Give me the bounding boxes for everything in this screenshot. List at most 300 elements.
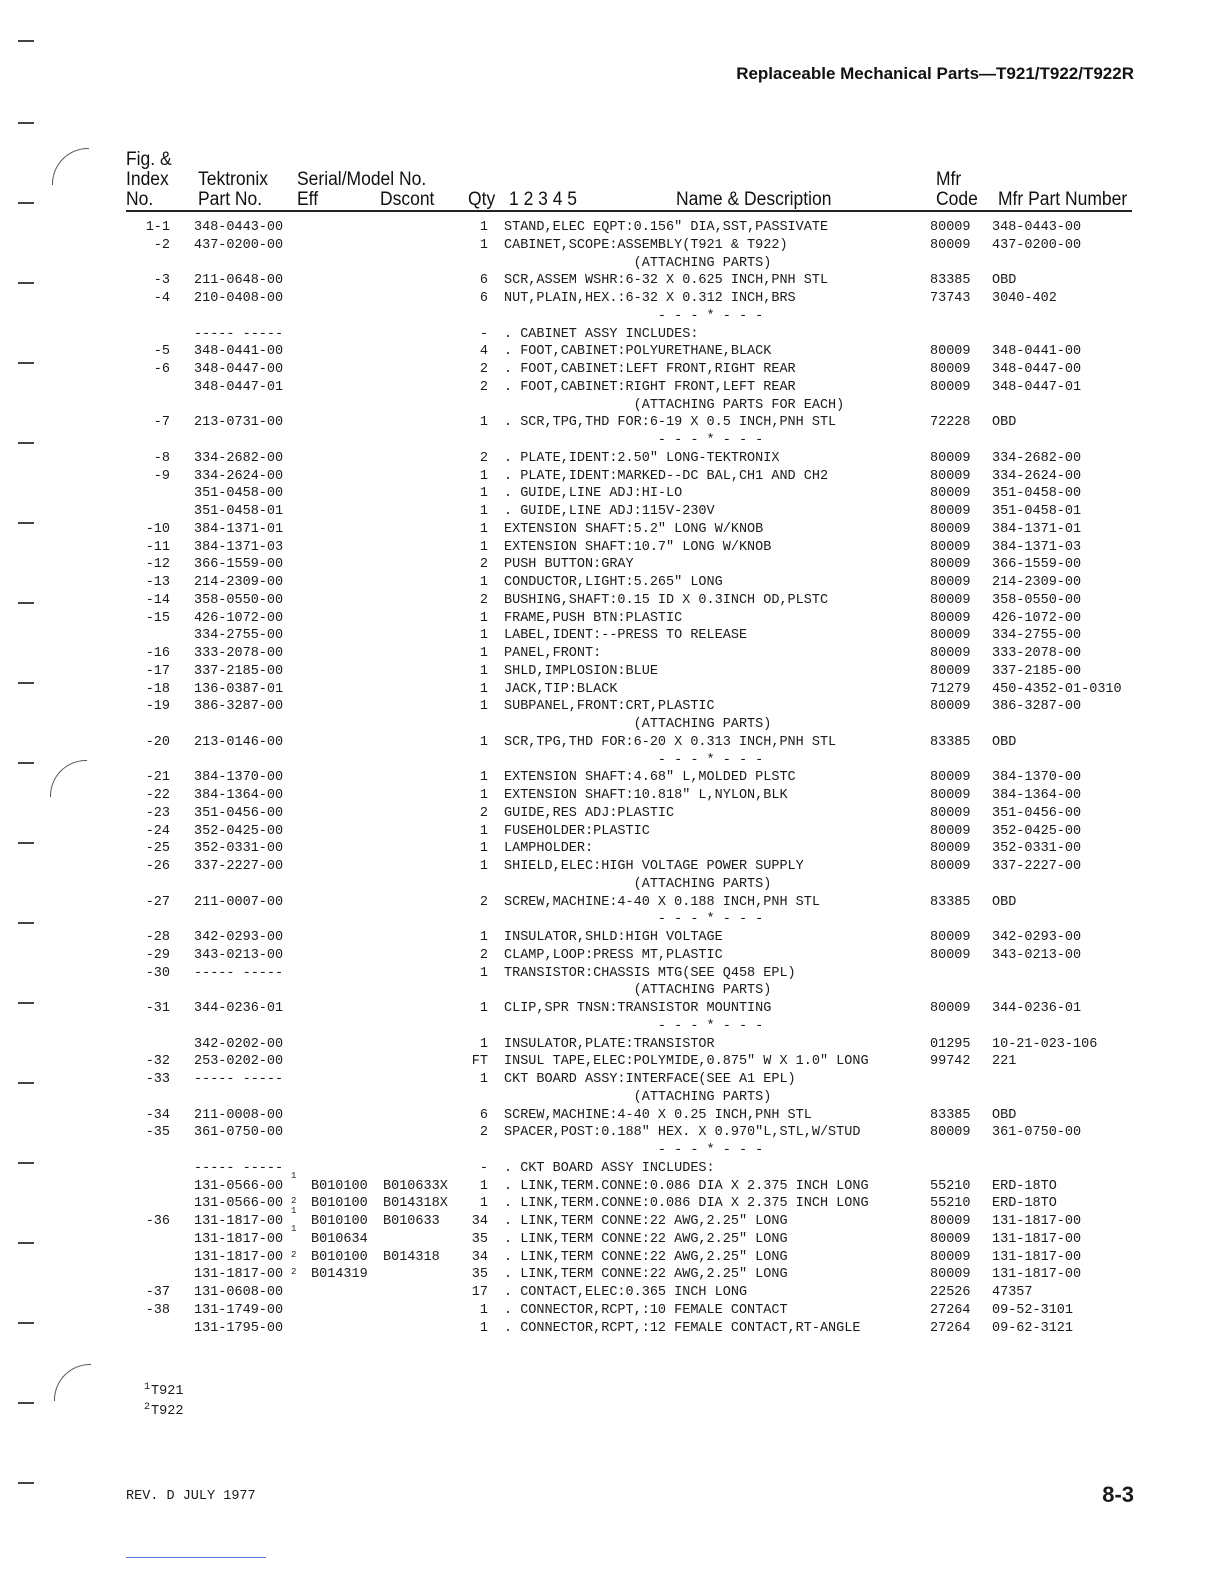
row-mfr-code: 80009 bbox=[930, 504, 971, 519]
row-mfr-code: 80009 bbox=[930, 237, 971, 253]
table-row bbox=[0, 397, 1224, 415]
row-mfr-code: 73743 bbox=[930, 291, 971, 306]
row-part-number: 337-2185-00 bbox=[194, 663, 284, 679]
row-mfr-code: 71279 bbox=[930, 681, 971, 697]
table-row bbox=[0, 237, 1224, 255]
row-name-description: (ATTACHING PARTS) bbox=[504, 1089, 772, 1105]
row-index: -31 bbox=[145, 1001, 170, 1016]
row-part-number: 210-0408-00 bbox=[194, 291, 284, 306]
row-part-number: 343-0213-00 bbox=[194, 947, 284, 963]
row-part-number: 334-2755-00 bbox=[194, 628, 284, 644]
row-name-description: CKT BOARD ASSY:INTERFACE(SEE A1 EPL) bbox=[504, 1072, 796, 1087]
row-part-number: 358-0550-00 bbox=[194, 592, 284, 608]
row-index: -37 bbox=[145, 1285, 170, 1300]
binder-mark bbox=[18, 282, 34, 284]
row-name-description: . PLATE,IDENT:MARKED--DC BAL,CH1 AND CH2 bbox=[504, 468, 829, 484]
row-name-description: . GUIDE,LINE ADJ:HI-LO bbox=[504, 486, 683, 502]
row-part-number: 131-1795-00 bbox=[194, 1320, 284, 1336]
row-serial-eff: B010100 bbox=[311, 1196, 368, 1212]
row-qty: 1 bbox=[479, 965, 488, 981]
row-index: -16 bbox=[145, 646, 170, 661]
row-index: 1-1 bbox=[145, 220, 170, 235]
row-part-number: ----- ----- bbox=[194, 965, 284, 981]
row-mfr-part-number: 334-2624-00 bbox=[992, 468, 1082, 484]
row-index: -38 bbox=[145, 1302, 170, 1318]
row-qty: 1 bbox=[479, 823, 488, 839]
row-mfr-code: 83385 bbox=[930, 894, 971, 910]
row-part-number: 131-1817-00 bbox=[194, 1249, 284, 1265]
row-qty: - bbox=[479, 1160, 488, 1176]
row-mfr-part-number: 437-0200-00 bbox=[992, 237, 1082, 253]
table-row: 131-1817-00 2 B014319 35 . LINK,TERM CONNE:22 AWG,2.25" LONG 80009 131-1817-00 bbox=[194, 1267, 1082, 1283]
row-mfr-code: 80009 bbox=[930, 220, 971, 235]
row-qty: 1 bbox=[479, 1072, 488, 1087]
binder-mark bbox=[18, 682, 34, 684]
page-title: Replaceable Mechanical Parts—T921/T922/T922R bbox=[736, 64, 1134, 83]
table-row bbox=[0, 876, 1224, 894]
row-mfr-part-number: 3040-402 bbox=[992, 291, 1057, 306]
row-name-description: . FOOT,CABINET:RIGHT FRONT,LEFT REAR bbox=[504, 379, 796, 395]
row-part-number: 386-3287-00 bbox=[194, 699, 284, 715]
row-name-description: LABEL,IDENT:--PRESS TO RELEASE bbox=[504, 628, 748, 644]
row-mfr-part-number: 337-2227-00 bbox=[992, 859, 1082, 874]
row-name-description: TRANSISTOR:CHASSIS MTG(SEE Q458 EPL) bbox=[504, 965, 796, 981]
table-row bbox=[0, 308, 1224, 326]
row-part-number: 366-1559-00 bbox=[194, 557, 284, 573]
row-name-description: GUIDE,RES ADJ:PLASTIC bbox=[504, 805, 675, 821]
row-name-description: (ATTACHING PARTS) bbox=[504, 876, 772, 892]
table-row bbox=[0, 272, 1224, 290]
row-mfr-code: 55210 bbox=[930, 1196, 971, 1212]
row-mfr-part-number: 384-1371-01 bbox=[992, 521, 1082, 537]
row-qty: 2 bbox=[479, 379, 488, 395]
row-qty: 1 bbox=[479, 859, 488, 874]
header-tektronix: Tektronix bbox=[198, 169, 268, 190]
row-index: -12 bbox=[145, 557, 170, 573]
binder-mark bbox=[18, 1082, 34, 1084]
table-row bbox=[0, 503, 1224, 521]
row-index: -6 bbox=[153, 362, 170, 377]
binder-mark bbox=[18, 1162, 34, 1164]
row-part-number: 342-0293-00 bbox=[194, 930, 284, 945]
row-part-number: 351-0458-01 bbox=[194, 504, 284, 519]
row-qty: 1 bbox=[479, 610, 488, 626]
row-name-description: INSULATOR,SHLD:HIGH VOLTAGE bbox=[504, 930, 723, 945]
table-row: 131-1817-00 2 B010100 B014318 34 . LINK,TERM CONNE:22 AWG,2.25" LONG 80009 131-1817-00 bbox=[194, 1249, 1082, 1265]
row-index: -20 bbox=[145, 734, 170, 750]
row-serial-dscont: B010633X bbox=[383, 1178, 448, 1194]
row-mfr-part-number: 386-3287-00 bbox=[992, 699, 1082, 715]
row-mfr-code: 80009 bbox=[930, 770, 971, 786]
row-mfr-part-number: 334-2682-00 bbox=[992, 450, 1082, 466]
row-index: -3 bbox=[153, 273, 170, 289]
row-mfr-code: 27264 bbox=[930, 1320, 971, 1336]
row-index: -17 bbox=[145, 663, 170, 679]
row-index: -4 bbox=[153, 291, 170, 306]
page-number: 8-3 bbox=[1102, 1482, 1134, 1507]
row-name-description: . LINK,TERM CONNE:22 AWG,2.25" LONG bbox=[504, 1231, 788, 1247]
row-serial-eff: B010100 bbox=[311, 1178, 368, 1194]
row-part-number: 426-1072-00 bbox=[194, 610, 284, 626]
header-name: Name & Description bbox=[676, 189, 832, 210]
table-row bbox=[0, 858, 1224, 876]
row-mfr-part-number: 384-1364-00 bbox=[992, 788, 1082, 803]
row-part-number: 352-0425-00 bbox=[194, 823, 284, 839]
binder-mark bbox=[18, 762, 34, 764]
table-row bbox=[0, 1302, 1224, 1320]
row-name-description: (ATTACHING PARTS FOR EACH) bbox=[504, 397, 845, 413]
row-part-number: 337-2227-00 bbox=[194, 859, 284, 874]
row-serial-dscont: B014318X bbox=[383, 1196, 448, 1212]
row-name-description: EXTENSION SHAFT:5.2" LONG W/KNOB bbox=[504, 521, 764, 537]
row-qty: 1 bbox=[479, 841, 488, 857]
row-part-number: 211-0008-00 bbox=[194, 1107, 284, 1123]
row-qty: 1 bbox=[479, 539, 488, 555]
footnote-mark: 2 bbox=[144, 1402, 151, 1413]
row-qty: 6 bbox=[479, 273, 488, 289]
table-row: -36 131-1817-00 1 B010100 B010633 34 . LINK,TERM CONNE:22 AWG,2.25" LONG 80009 131-1817-00 bbox=[0, 1213, 1224, 1231]
row-qty: 1 bbox=[479, 699, 488, 715]
table-row bbox=[0, 947, 1224, 965]
row-mfr-part-number: 334-2755-00 bbox=[992, 628, 1082, 644]
row-part-number: 352-0331-00 bbox=[194, 841, 284, 857]
divider-line bbox=[126, 1557, 266, 1558]
footnote-mark: 1 bbox=[144, 1382, 151, 1393]
table-row bbox=[0, 485, 1224, 503]
binder-mark bbox=[18, 1402, 34, 1404]
row-name-description: . CONNECTOR,RCPT,:10 FEMALE CONTACT bbox=[504, 1302, 788, 1318]
row-name-description: EXTENSION SHAFT:10.7" LONG W/KNOB bbox=[504, 539, 772, 555]
footnote-2 bbox=[144, 1402, 183, 1419]
table-row bbox=[0, 1320, 1224, 1338]
table-row bbox=[0, 432, 1224, 450]
row-name-description: (ATTACHING PARTS) bbox=[504, 717, 772, 732]
footnote-text: T921 bbox=[151, 1384, 184, 1399]
row-name-description: . CONTACT,ELEC:0.365 INCH LONG bbox=[504, 1285, 748, 1300]
row-index: -30 bbox=[145, 965, 170, 981]
table-row bbox=[0, 965, 1224, 983]
row-qty: 6 bbox=[479, 1107, 488, 1123]
binder-mark bbox=[18, 922, 34, 924]
row-name-description: - - - * - - - bbox=[504, 433, 764, 448]
row-qty: 17 bbox=[471, 1285, 488, 1300]
row-index: -35 bbox=[145, 1125, 170, 1141]
row-part-number: 334-2624-00 bbox=[194, 468, 284, 484]
row-serial-dscont: B014318 bbox=[383, 1249, 440, 1265]
row-mfr-code: 80009 bbox=[930, 592, 971, 608]
row-index: -33 bbox=[145, 1072, 170, 1087]
table-row bbox=[0, 414, 1224, 432]
table-row bbox=[0, 1107, 1224, 1125]
row-part-number: 351-0458-00 bbox=[194, 486, 284, 502]
row-name-description: SHLD,IMPLOSION:BLUE bbox=[504, 663, 658, 679]
row-part-number: 384-1371-03 bbox=[194, 539, 284, 555]
row-mfr-code: 80009 bbox=[930, 823, 971, 839]
table-row bbox=[0, 805, 1224, 823]
row-name-description: SPACER,POST:0.188" HEX. X 0.970"L,STL,W/STUD bbox=[504, 1125, 861, 1141]
footnote-text: T922 bbox=[151, 1404, 184, 1419]
binder-mark bbox=[18, 442, 34, 444]
row-part-number: 131-0608-00 bbox=[194, 1285, 284, 1300]
table-row bbox=[0, 521, 1224, 539]
row-part-number: 131-0566-00 bbox=[194, 1178, 284, 1194]
header-eff: Eff bbox=[297, 189, 319, 210]
row-mfr-code: 80009 bbox=[930, 1125, 971, 1141]
row-mfr-code: 80009 bbox=[930, 628, 971, 644]
table-row bbox=[0, 556, 1224, 574]
row-mfr-part-number: 214-2309-00 bbox=[992, 575, 1082, 590]
row-mfr-code: 80009 bbox=[930, 610, 971, 626]
row-mfr-code: 83385 bbox=[930, 273, 971, 289]
header-mfr-part: Mfr Part Number bbox=[998, 189, 1128, 210]
row-qty: 2 bbox=[479, 805, 488, 821]
row-mfr-part-number: ERD-18TO bbox=[992, 1178, 1057, 1194]
row-part-number: 213-0146-00 bbox=[194, 734, 284, 750]
row-qty: 1 bbox=[479, 770, 488, 786]
row-mfr-code: 80009 bbox=[930, 575, 971, 590]
row-qty: 2 bbox=[479, 362, 488, 377]
table-row bbox=[0, 539, 1224, 557]
row-qty: 1 bbox=[479, 663, 488, 679]
row-qty: FT bbox=[471, 1054, 488, 1070]
row-mfr-code: 72228 bbox=[930, 415, 971, 431]
row-name-description: NUT,PLAIN,HEX.:6-32 X 0.312 INCH,BRS bbox=[504, 291, 796, 306]
table-row bbox=[0, 645, 1224, 663]
row-name-description: CLIP,SPR TNSN:TRANSISTOR MOUNTING bbox=[504, 1001, 772, 1016]
row-mfr-part-number: 333-2078-00 bbox=[992, 646, 1082, 661]
header-qty: Qty bbox=[468, 189, 496, 210]
row-name-description: . LINK,TERM CONNE:22 AWG,2.25" LONG bbox=[504, 1249, 788, 1265]
row-qty: 1 bbox=[479, 415, 488, 431]
table-row bbox=[0, 698, 1224, 716]
row-mfr-code: 80009 bbox=[930, 1267, 971, 1283]
row-index: -34 bbox=[145, 1107, 170, 1123]
row-mfr-part-number: 10-21-023-106 bbox=[992, 1036, 1098, 1052]
row-mfr-part-number: 358-0550-00 bbox=[992, 592, 1082, 608]
table-row bbox=[0, 1284, 1224, 1302]
row-mfr-code: 80009 bbox=[930, 1001, 971, 1016]
row-part-number: 253-0202-00 bbox=[194, 1054, 284, 1070]
header-code: Code bbox=[936, 189, 978, 210]
header-fig: Fig. & bbox=[126, 149, 172, 170]
row-mfr-code: 80009 bbox=[930, 859, 971, 874]
row-qty: 2 bbox=[479, 557, 488, 573]
row-mfr-part-number: ERD-18TO bbox=[992, 1196, 1057, 1212]
table-row bbox=[0, 787, 1224, 805]
row-name-description: INSUL TAPE,ELEC:POLYMIDE,0.875" W X 1.0" LONG bbox=[504, 1054, 869, 1070]
row-index: -19 bbox=[145, 699, 170, 715]
row-name-description: SUBPANEL,FRONT:CRT,PLASTIC bbox=[504, 699, 715, 715]
row-index: -14 bbox=[145, 592, 170, 608]
binder-mark bbox=[18, 522, 34, 524]
row-mfr-part-number: OBD bbox=[992, 734, 1017, 750]
row-mfr-part-number: 384-1370-00 bbox=[992, 770, 1082, 786]
row-qty: 2 bbox=[479, 947, 488, 963]
binder-mark bbox=[18, 202, 34, 204]
binder-mark bbox=[18, 122, 34, 124]
row-index: -32 bbox=[145, 1054, 170, 1070]
row-name-description: - - - * - - - bbox=[504, 1143, 764, 1158]
table-row bbox=[0, 681, 1224, 699]
row-mfr-part-number: 348-0447-01 bbox=[992, 379, 1082, 395]
row-index: -28 bbox=[145, 930, 170, 945]
row-qty: 1 bbox=[479, 1178, 488, 1194]
row-mfr-code: 99742 bbox=[930, 1054, 971, 1070]
row-index: -11 bbox=[145, 539, 170, 555]
row-mfr-part-number: OBD bbox=[992, 273, 1017, 289]
row-name-description: INSULATOR,PLATE:TRANSISTOR bbox=[504, 1036, 715, 1052]
table-row bbox=[0, 716, 1224, 734]
row-mfr-part-number: 47357 bbox=[992, 1285, 1033, 1300]
table-row bbox=[0, 592, 1224, 610]
row-name-description: PUSH BUTTON:GRAY bbox=[504, 557, 634, 573]
row-name-description: EXTENSION SHAFT:4.68" L,MOLDED PLSTC bbox=[504, 770, 796, 786]
row-mfr-part-number: OBD bbox=[992, 894, 1017, 910]
row-name-description: CABINET,SCOPE:ASSEMBLY(T921 & T922) bbox=[504, 237, 788, 253]
row-mfr-part-number: 352-0331-00 bbox=[992, 841, 1082, 857]
row-name-description: . CKT BOARD ASSY INCLUDES: bbox=[504, 1160, 715, 1176]
header-mfr: Mfr bbox=[936, 169, 962, 190]
row-mfr-code: 83385 bbox=[930, 1107, 971, 1123]
row-mfr-code: 83385 bbox=[930, 734, 971, 750]
row-part-number: 213-0731-00 bbox=[194, 415, 284, 431]
row-index: -24 bbox=[145, 823, 170, 839]
row-index: -21 bbox=[145, 770, 170, 786]
row-part-number: 351-0456-00 bbox=[194, 805, 284, 821]
table-row bbox=[0, 450, 1224, 468]
table-row bbox=[0, 1160, 1224, 1178]
table-row bbox=[0, 574, 1224, 592]
row-name-description: . LINK,TERM.CONNE:0.086 DIA X 2.375 INCH LONG bbox=[504, 1196, 869, 1212]
row-part-number: ----- ----- bbox=[194, 326, 284, 342]
row-name-description: - - - * - - - bbox=[504, 308, 764, 324]
row-mfr-part-number: 351-0458-01 bbox=[992, 504, 1082, 519]
row-serial-eff: B010100 bbox=[311, 1214, 368, 1229]
row-part-number: 131-1817-00 bbox=[194, 1267, 284, 1283]
row-name-description: SCREW,MACHINE:4-40 X 0.25 INCH,PNH STL bbox=[504, 1107, 812, 1123]
row-part-number: 131-1817-00 bbox=[194, 1231, 284, 1247]
table-row bbox=[0, 379, 1224, 397]
header-serial: Serial/Model No. bbox=[297, 169, 427, 190]
row-qty: - bbox=[479, 326, 488, 342]
header-index: Index bbox=[126, 169, 169, 190]
row-qty: 2 bbox=[479, 1125, 488, 1141]
table-row bbox=[0, 1089, 1224, 1107]
row-index: -13 bbox=[145, 575, 170, 590]
row-index: -27 bbox=[145, 894, 170, 910]
row-name-description: . GUIDE,LINE ADJ:115V-230V bbox=[504, 504, 715, 519]
table-row bbox=[0, 627, 1224, 645]
table-row bbox=[0, 769, 1224, 787]
row-mfr-part-number: 343-0213-00 bbox=[992, 947, 1082, 963]
row-mfr-part-number: 348-0443-00 bbox=[992, 220, 1082, 235]
table-row bbox=[0, 343, 1224, 361]
row-mfr-code: 80009 bbox=[930, 1249, 971, 1265]
row-part-number: 214-2309-00 bbox=[194, 575, 284, 590]
row-mfr-part-number: 09-62-3121 bbox=[992, 1320, 1074, 1336]
binder-mark bbox=[18, 1002, 34, 1004]
table-row bbox=[0, 1071, 1224, 1089]
row-qty: 1 bbox=[479, 681, 488, 697]
row-mfr-code: 80009 bbox=[930, 1231, 971, 1247]
row-mfr-code: 80009 bbox=[930, 344, 971, 360]
table-row bbox=[0, 894, 1224, 912]
row-index: -36 bbox=[145, 1214, 170, 1229]
row-mfr-code: 80009 bbox=[930, 699, 971, 715]
row-index: -2 bbox=[153, 237, 170, 253]
row-qty: 4 bbox=[479, 344, 488, 360]
row-mfr-code: 80009 bbox=[930, 947, 971, 963]
row-qty: 34 bbox=[471, 1249, 488, 1265]
row-mfr-code: 80009 bbox=[930, 486, 971, 502]
row-name-description: PANEL,FRONT: bbox=[504, 646, 602, 661]
row-mfr-part-number: 09-52-3101 bbox=[992, 1302, 1074, 1318]
row-qty: 1 bbox=[479, 575, 488, 590]
row-part-number: ----- ----- bbox=[194, 1160, 284, 1176]
table-row bbox=[0, 361, 1224, 379]
row-qty: 1 bbox=[479, 220, 488, 235]
row-mfr-code: 80009 bbox=[930, 362, 971, 377]
row-mfr-code: 80009 bbox=[930, 788, 971, 803]
row-mfr-part-number: 366-1559-00 bbox=[992, 557, 1082, 573]
row-mfr-part-number: 450-4352-01-0310 bbox=[992, 681, 1122, 697]
row-index: -26 bbox=[145, 859, 170, 874]
row-name-description: (ATTACHING PARTS) bbox=[504, 983, 772, 999]
table-row bbox=[0, 982, 1224, 1000]
row-qty: 1 bbox=[479, 1302, 488, 1318]
row-name-description: . LINK,TERM CONNE:22 AWG,2.25" LONG bbox=[504, 1214, 788, 1229]
row-part-number: 384-1371-01 bbox=[194, 521, 284, 537]
row-qty: 2 bbox=[479, 894, 488, 910]
table-row: 131-0566-00 1 B010100 B010633X 1 . LINK,TERM.CONNE:0.086 DIA X 2.375 INCH LONG 55210 ERD-18TO bbox=[194, 1170, 1057, 1194]
row-name-description: LAMPHOLDER: bbox=[504, 841, 594, 857]
row-index: -23 bbox=[145, 805, 170, 821]
row-part-number: 348-0447-01 bbox=[194, 379, 284, 395]
row-part-number: 131-0566-00 bbox=[194, 1196, 284, 1212]
row-qty: 1 bbox=[479, 1001, 488, 1016]
row-part-number: 384-1370-00 bbox=[194, 770, 284, 786]
row-part-number: 348-0443-00 bbox=[194, 220, 284, 235]
row-mfr-code: 01295 bbox=[930, 1036, 971, 1052]
row-part-number: 131-1749-00 bbox=[194, 1302, 284, 1318]
row-qty: 1 bbox=[479, 1196, 488, 1212]
row-mfr-part-number: 384-1371-03 bbox=[992, 539, 1082, 555]
binder-mark bbox=[18, 1482, 34, 1484]
row-part-number: 211-0007-00 bbox=[194, 894, 284, 910]
table-row bbox=[0, 663, 1224, 681]
row-mfr-part-number: 337-2185-00 bbox=[992, 663, 1082, 679]
row-index: -9 bbox=[153, 468, 170, 484]
revision-date: REV. D JULY 1977 bbox=[126, 1489, 256, 1504]
table-row bbox=[0, 823, 1224, 841]
row-name-description: . LINK,TERM CONNE:22 AWG,2.25" LONG bbox=[504, 1267, 788, 1283]
row-name-description: . LINK,TERM.CONNE:0.086 DIA X 2.375 INCH LONG bbox=[504, 1178, 869, 1194]
row-mfr-code: 80009 bbox=[930, 663, 971, 679]
row-mfr-code: 80009 bbox=[930, 930, 971, 945]
row-name-description: SCR,TPG,THD FOR:6-20 X 0.313 INCH,PNH STL bbox=[504, 734, 837, 750]
row-name-description: - - - * - - - bbox=[504, 752, 764, 768]
row-name-description: FRAME,PUSH BTN:PLASTIC bbox=[504, 610, 683, 626]
row-part-number: ----- ----- bbox=[194, 1072, 284, 1087]
row-index: -22 bbox=[145, 788, 170, 803]
row-mfr-code: 80009 bbox=[930, 450, 971, 466]
row-qty: 1 bbox=[479, 504, 488, 519]
header-no: No. bbox=[126, 189, 154, 210]
row-mfr-part-number: 344-0236-01 bbox=[992, 1001, 1082, 1016]
row-index: -15 bbox=[145, 610, 170, 626]
row-mfr-part-number: 342-0293-00 bbox=[992, 930, 1082, 945]
row-part-number: 334-2682-00 bbox=[194, 450, 284, 466]
